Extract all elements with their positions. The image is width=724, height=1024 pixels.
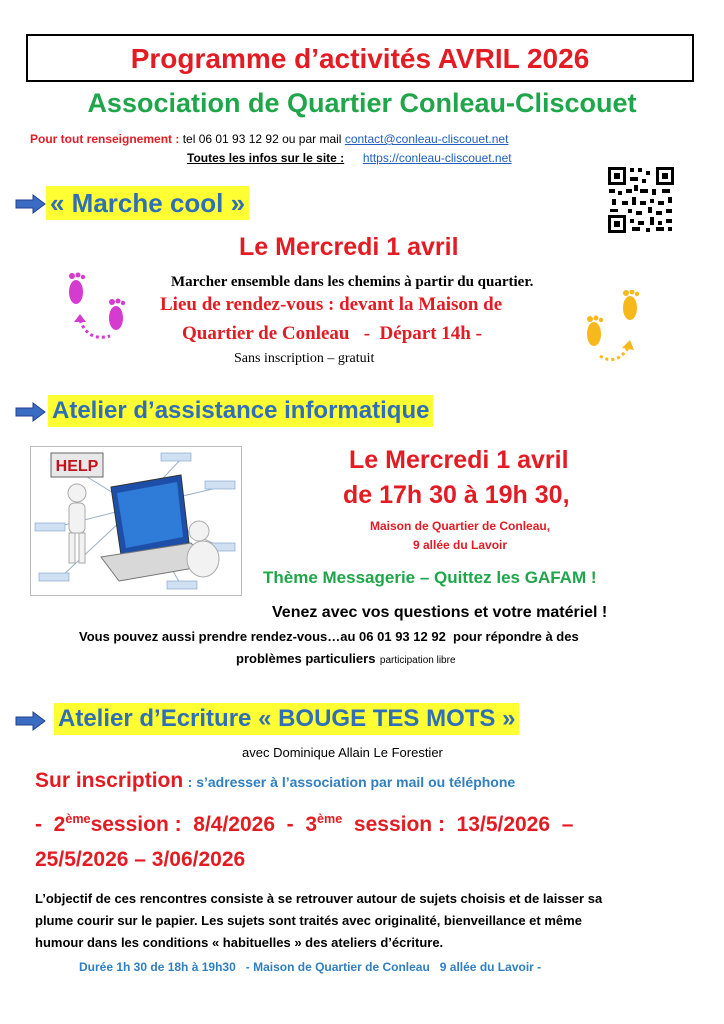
marche-note: Sans inscription – gratuit [234, 351, 375, 366]
pink-footprints-icon [58, 270, 138, 350]
help-sign: HELP [55, 458, 99, 475]
arrow-right-icon [15, 711, 47, 731]
marche-lieu-1: Lieu de rendez-vous : devant la Maison de [160, 294, 503, 315]
site-line [187, 151, 512, 165]
informatique-date: Le Mercredi 1 avril [349, 446, 569, 474]
ecriture-inscription-line [35, 769, 515, 793]
ecriture-para-2: plume courir sur le papier. Les sujets sont traités avec originalité, bienveillance et même [35, 913, 582, 928]
ecriture-para-3: humour dans les conditions « habituelles » des ateliers d’écriture. [35, 935, 444, 950]
informatique-place-2: 9 allée du Lavoir [413, 538, 508, 552]
informatique-title: Atelier d’assistance informatique [48, 395, 433, 427]
ecriture-avec: avec Dominique Allain Le Forestier [242, 745, 443, 760]
marche-title: « Marche cool » [46, 186, 249, 220]
arrow-right-icon [15, 402, 47, 422]
contact-prefix: Pour tout renseignement : [30, 132, 180, 146]
informatique-rdv-2-text: problèmes particuliers [236, 651, 376, 666]
ecriture-duree: Durée 1h 30 de 18h à 19h30 - Maison de Quartier de Conleau 9 allée du Lavoir - [79, 960, 542, 974]
title-box [26, 34, 694, 82]
help-illustration [30, 446, 242, 596]
informatique-rdv-2 [236, 650, 456, 668]
ecriture-sessions-1: - 2èmesession : 8/4/2026 - 3ème session : 13/5/2026 – [35, 812, 574, 836]
marche-lieu-2: Quartier de Conleau - Départ 14h - [182, 323, 482, 344]
informatique-participation: participation libre [379, 655, 456, 666]
yellow-footprints-icon [580, 290, 650, 370]
informatique-rdv-1: Vous pouvez aussi prendre rendez-vous…au 06 01 93 12 92 pour répondre à des [79, 629, 579, 644]
informatique-theme: Thème Messagerie – Quittez les GAFAM ! [263, 568, 597, 587]
site-link[interactable]: https://conleau-cliscouet.net [362, 151, 512, 165]
informatique-venez: Venez avec vos questions et votre matériel ! [272, 604, 608, 621]
ecriture-para-1: L’objectif de ces rencontres consiste à se retrouver autour de sujets choisis et de laisser sa [35, 891, 603, 906]
ecriture-title: Atelier d’Ecriture « BOUGE TES MOTS » [54, 703, 519, 735]
page-title: Programme d’activités AVRIL 2026 [130, 43, 590, 74]
ecriture-inscription: Sur inscription [35, 769, 184, 792]
ecriture-inscription-detail: : s’adresser à l’association par mail ou téléphone [187, 774, 516, 790]
site-label: Toutes les infos sur le site : [187, 151, 345, 165]
marche-desc: Marcher ensemble dans les chemins à partir du quartier. [171, 274, 534, 290]
contact-line [30, 132, 508, 146]
association-name: Association de Quartier Conleau-Cliscouet [87, 88, 637, 118]
qr-code [606, 165, 676, 235]
ecriture-sessions-2: 25/5/2026 – 3/06/2026 [35, 848, 246, 871]
contact-text: tel 06 01 93 12 92 ou par mail [182, 132, 342, 146]
email-link[interactable]: contact@conleau-cliscouet.net [344, 132, 509, 146]
arrow-right-icon [15, 194, 47, 214]
informatique-time: de 17h 30 à 19h 30, [343, 481, 570, 509]
marche-date: Le Mercredi 1 avril [239, 233, 459, 261]
informatique-place-1: Maison de Quartier de Conleau, [370, 519, 551, 533]
